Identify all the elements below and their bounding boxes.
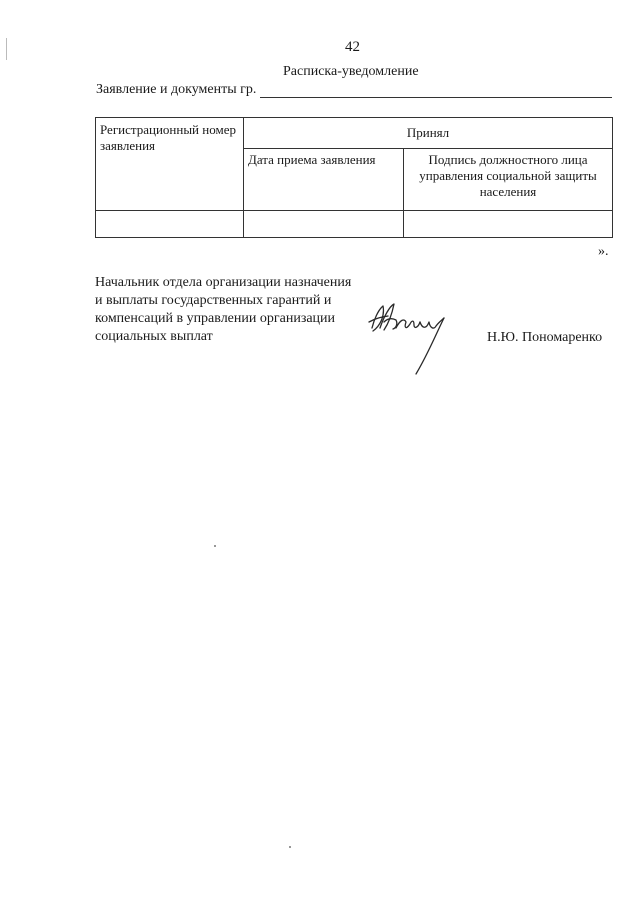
- closing-quote: ».: [598, 244, 609, 259]
- document-heading: Расписка-уведомление: [283, 64, 419, 79]
- scan-speck: [289, 846, 291, 848]
- table-row: [96, 211, 613, 238]
- signature-cell: [404, 211, 613, 238]
- reg-number-header: Регистрационный номер заявления: [96, 118, 244, 211]
- date-header: Дата приема заявления: [244, 148, 404, 210]
- scan-edge-mark: [6, 38, 7, 60]
- applicant-fill-line: [260, 81, 612, 98]
- applicant-line: [96, 81, 612, 98]
- applicant-label: Заявление и документы гр.: [96, 82, 257, 97]
- accepted-header: Принял: [244, 118, 613, 149]
- official-signature-header: Подпись должностного лица управления социальной защиты населения: [404, 148, 613, 210]
- scan-speck: [214, 545, 216, 547]
- signer-name: Н.Ю. Пономаренко: [487, 330, 603, 345]
- receipt-table: [95, 117, 613, 238]
- date-cell: [244, 211, 404, 238]
- signatory-title: Начальник отдела организации назначения и выплаты государственных гарантий и компенсаций в управлении организации социальных выплат: [95, 275, 352, 344]
- handwritten-signature: [366, 298, 456, 378]
- reg-number-cell: [96, 211, 244, 238]
- page-number: 42: [345, 39, 360, 55]
